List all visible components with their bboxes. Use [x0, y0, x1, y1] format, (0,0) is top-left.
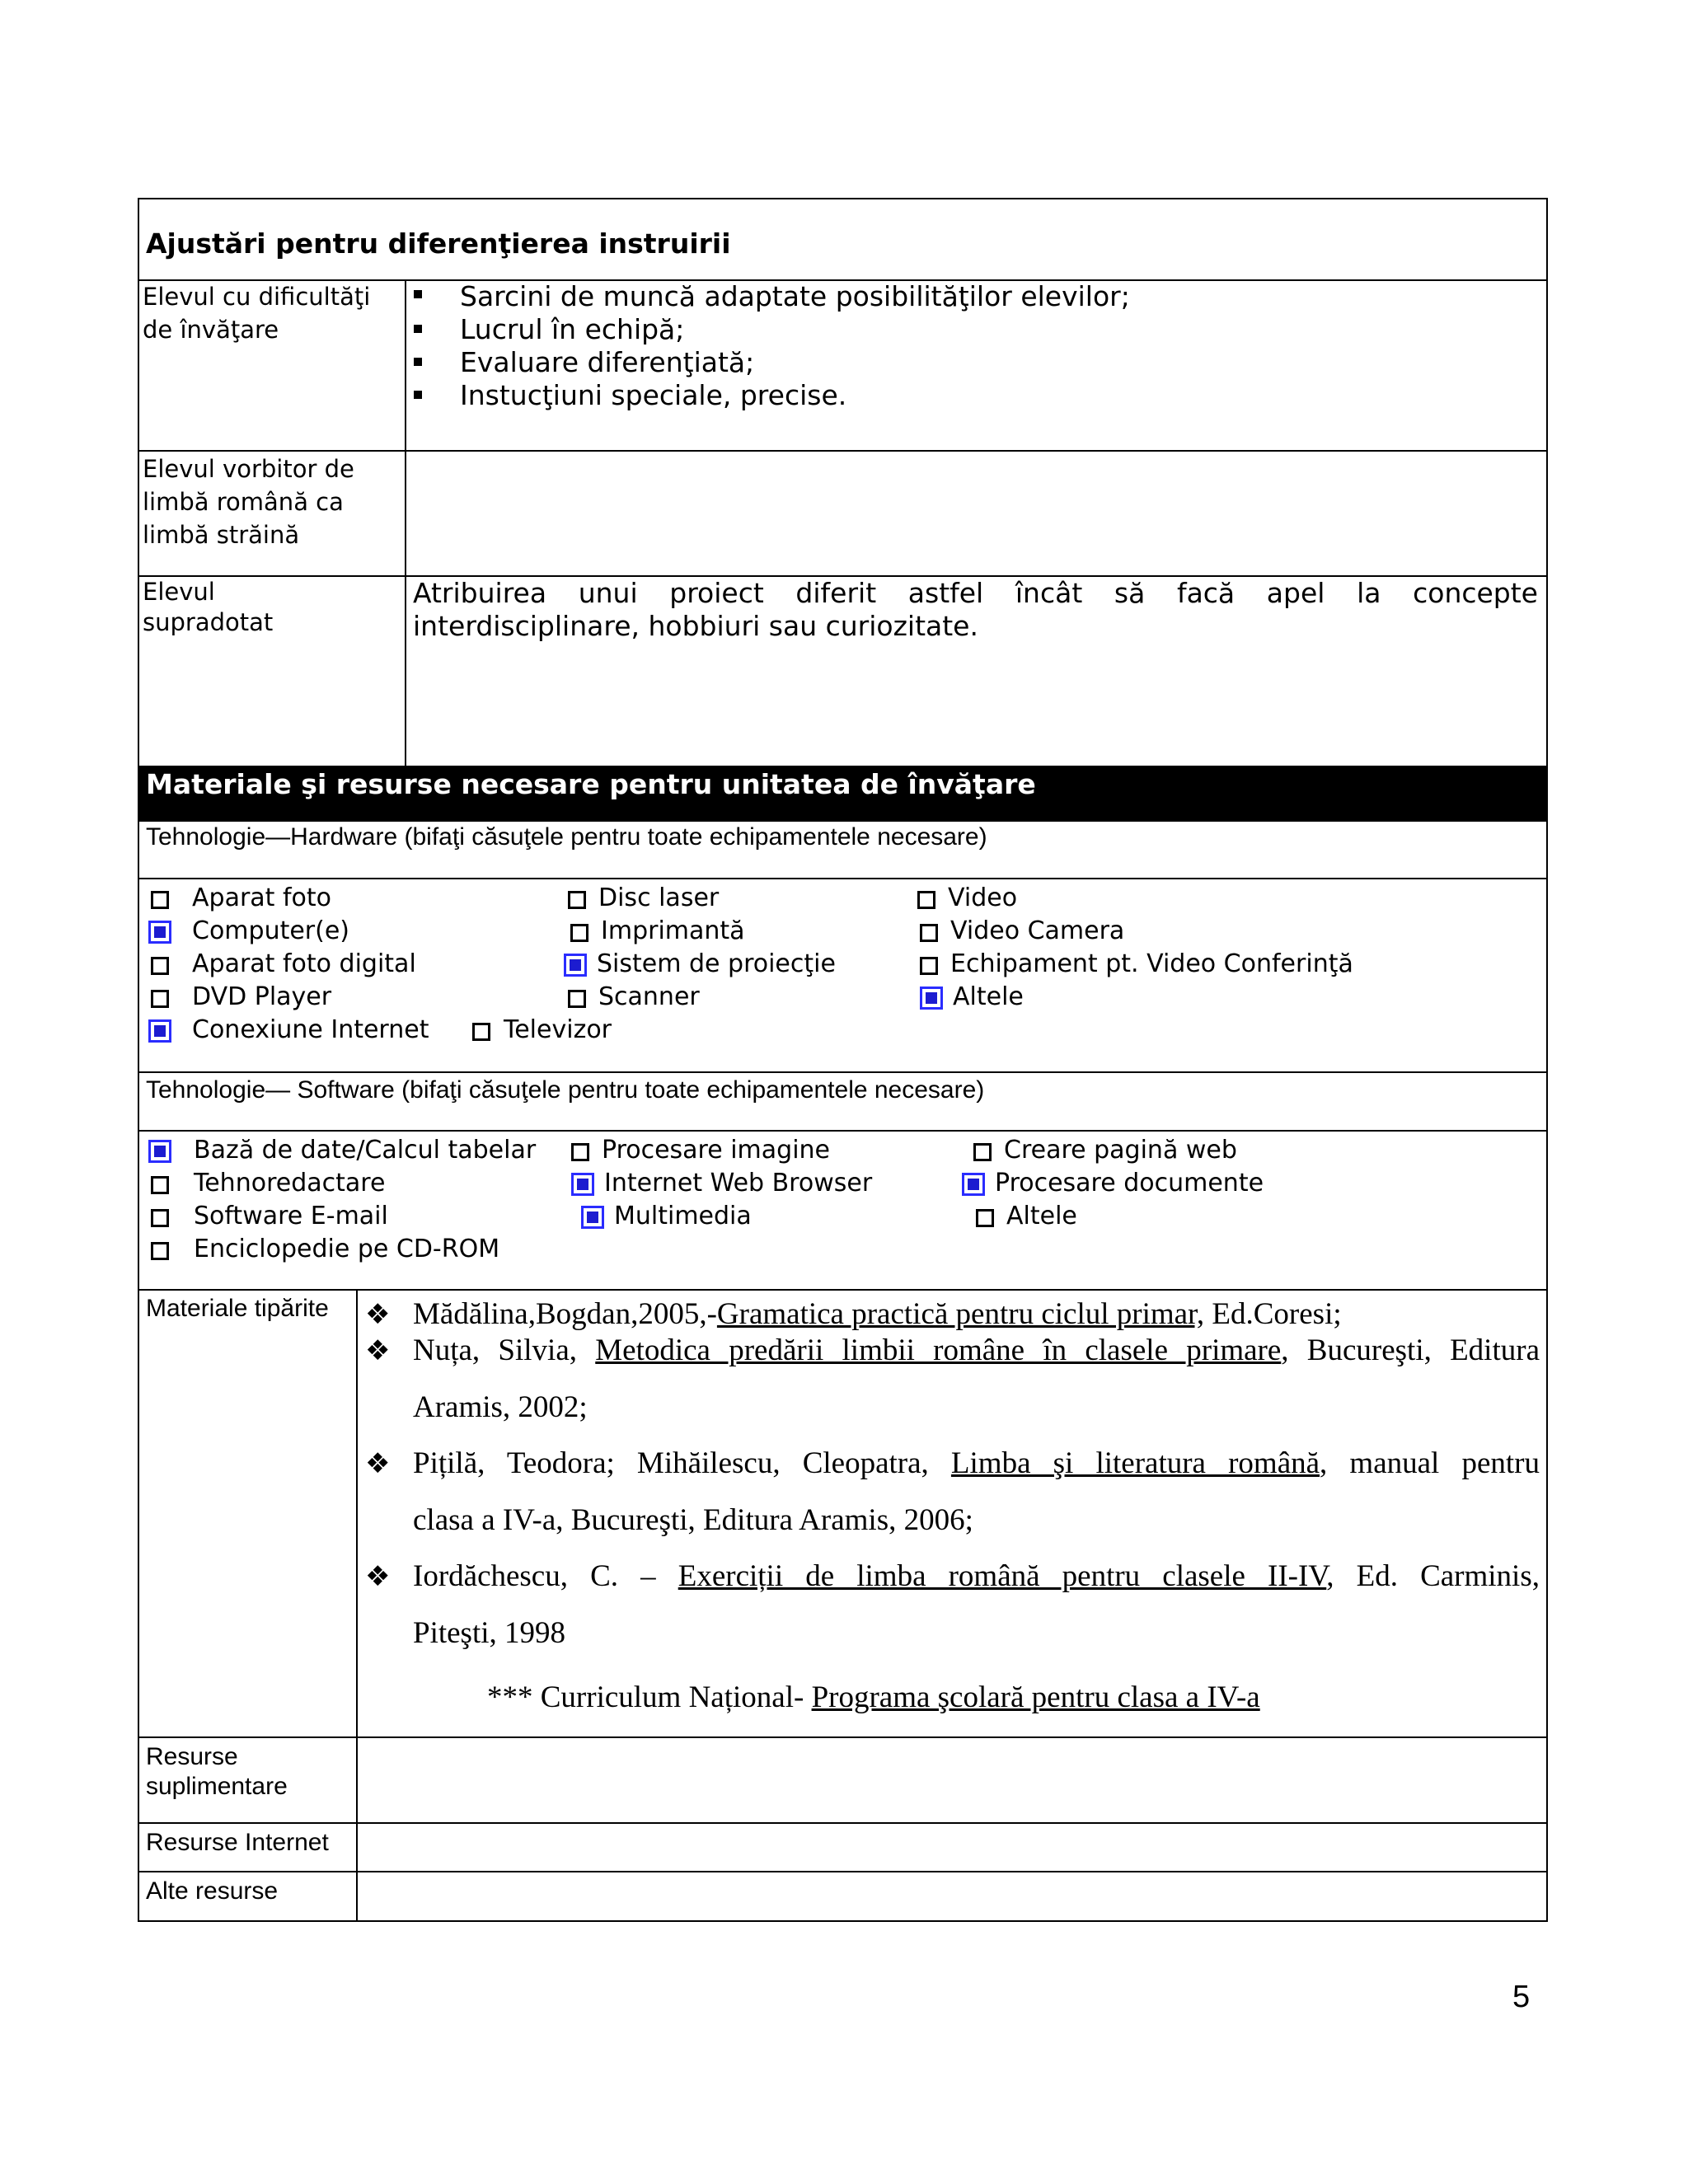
- checkbox-dvd-player[interactable]: DVD Player: [151, 982, 331, 1012]
- list-item: Evaluare diferenţiată;: [412, 346, 1130, 379]
- checkbox-baza-date[interactable]: Bază de date/Calcul tabelar: [148, 1136, 536, 1165]
- checkbox-unchecked-icon: [151, 1209, 169, 1227]
- checkbox-video-conferinta[interactable]: Echipament pt. Video Conferinţă: [920, 949, 1353, 979]
- checkbox-checked-icon: [148, 921, 171, 944]
- checkbox-video[interactable]: Video: [917, 883, 1017, 913]
- checkbox-multimedia[interactable]: Multimedia: [581, 1202, 752, 1231]
- bullet-icon: [414, 325, 422, 333]
- checkbox-procesare-imagine[interactable]: Procesare imagine: [571, 1136, 830, 1165]
- checkbox-unchecked-icon: [151, 1176, 169, 1194]
- column-divider: [356, 1289, 358, 1922]
- row-label-other-resources: Alte resurse: [146, 1877, 279, 1905]
- checkbox-altele-hardware[interactable]: Altele: [920, 982, 1024, 1012]
- checkbox-unchecked-icon: [151, 990, 169, 1008]
- checkbox-computer[interactable]: Computer(e): [148, 916, 349, 946]
- row-label-extra-resources: [146, 1742, 288, 1802]
- checkbox-procesare-documente[interactable]: Procesare documente: [962, 1169, 1264, 1198]
- checkbox-altele-software[interactable]: Altele: [976, 1202, 1077, 1231]
- column-divider: [405, 279, 406, 766]
- section-title-materials: Materiale şi resurse necesare pentru unitatea de învăţare: [146, 768, 1036, 800]
- printed-materials-label: Materiale tipărite: [146, 1295, 329, 1322]
- section-title-adjustments: Ajustări pentru diferenţierea instruirii: [146, 227, 731, 260]
- checkbox-checked-icon: [564, 954, 587, 977]
- row-divider: [138, 1130, 1548, 1132]
- checkbox-tehnoredactare[interactable]: Tehnoredactare: [151, 1169, 385, 1198]
- label-line: supradotat: [143, 608, 274, 636]
- diamond-bullet-icon: ❖: [365, 1298, 391, 1331]
- row-divider: [138, 1871, 1548, 1872]
- reference-1: Mădălina,Bogdan,2005,-Gramatica practică pentru ciclul primar, Ed.Coresi;: [413, 1297, 1342, 1331]
- label-line: Elevul vorbitor de: [143, 455, 354, 483]
- software-title: Tehnologie— Software (bifaţi căsuţele pentru toate echipamentele necesare): [146, 1076, 985, 1104]
- checkbox-enciclopedie[interactable]: Enciclopedie pe CD-ROM: [151, 1235, 499, 1264]
- diamond-bullet-icon: ❖: [365, 1334, 391, 1367]
- row-label-foreign-speaker: [143, 452, 354, 551]
- checkbox-software-email[interactable]: Software E-mail: [151, 1202, 388, 1231]
- checkbox-unchecked-icon: [917, 891, 935, 909]
- checkbox-checked-icon: [148, 1140, 171, 1163]
- row-label-gifted: [143, 577, 273, 638]
- checkbox-video-camera[interactable]: Video Camera: [920, 916, 1124, 946]
- list-item: Lucrul în echipă;: [412, 313, 1130, 346]
- checkbox-web-browser[interactable]: Internet Web Browser: [571, 1169, 872, 1198]
- checkbox-checked-icon: [920, 987, 943, 1010]
- bullet-list-difficulties: [412, 280, 1130, 412]
- label-line: Elevul cu dificultăţi: [143, 283, 371, 311]
- list-item: Sarcini de muncă adaptate posibilităţilor elevilor;: [412, 280, 1130, 313]
- label-line: de învăţare: [143, 316, 279, 344]
- hardware-title: Tehnologie—Hardware (bifaţi căsuţele pentru toate echipamentele necesare): [146, 823, 987, 851]
- reference-2-line2: Aramis, 2002;: [413, 1390, 588, 1424]
- diamond-bullet-icon: ❖: [365, 1447, 391, 1480]
- row-divider: [138, 878, 1548, 879]
- row-divider: [138, 1822, 1548, 1824]
- checkbox-sistem-proiectie[interactable]: Sistem de proiecţie: [564, 949, 836, 979]
- checkbox-unchecked-icon: [151, 891, 169, 909]
- checkbox-checked-icon: [962, 1173, 985, 1196]
- checkbox-televizor[interactable]: Televizor: [472, 1015, 612, 1045]
- reference-2: Nuța, Silvia, Metodica predării limbii române în clasele primare, Bucureşti, Editura: [413, 1333, 1540, 1367]
- gifted-text-line1: Atribuirea unui proiect diferit astfel încât să facă apel la concepte: [413, 577, 1538, 609]
- checkbox-imprimanta[interactable]: Imprimantă: [570, 916, 745, 946]
- checkbox-disc-laser[interactable]: Disc laser: [568, 883, 719, 913]
- checkbox-checked-icon: [571, 1173, 594, 1196]
- checkbox-aparat-foto[interactable]: Aparat foto: [151, 883, 331, 913]
- bullet-icon: [414, 391, 422, 399]
- list-item: Instucţiuni speciale, precise.: [412, 379, 1130, 412]
- page-number: 5: [1512, 1980, 1531, 2014]
- row-label-difficulties: [143, 280, 370, 346]
- label-line: limbă română ca: [143, 488, 344, 516]
- checkbox-unchecked-icon: [920, 924, 938, 942]
- checkbox-unchecked-icon: [571, 1143, 589, 1161]
- reference-4-line2: Piteşti, 1998: [413, 1616, 566, 1650]
- row-divider: [138, 450, 1548, 452]
- label-line: Elevul: [143, 578, 215, 606]
- reference-3-line2: clasa a IV-a, Bucureşti, Editura Aramis, 2006;: [413, 1503, 973, 1537]
- label-line: limbă străină: [143, 521, 300, 549]
- row-divider: [138, 1736, 1548, 1738]
- checkbox-unchecked-icon: [570, 924, 588, 942]
- row-divider: [138, 1289, 1548, 1291]
- checkbox-unchecked-icon: [973, 1143, 992, 1161]
- checkbox-checked-icon: [581, 1206, 604, 1229]
- checkbox-unchecked-icon: [568, 891, 586, 909]
- reference-5: *** Curriculum Național- Programa şcolară pentru clasa a IV-a: [487, 1680, 1260, 1714]
- reference-4: Iordăchescu, C. – Exerciții de limba română pentru clasele II-IV, Ed. Carminis,: [413, 1559, 1540, 1593]
- reference-3: Pițilă, Teodora; Mihăilescu, Cleopatra, Limba şi literatura română, manual pentru: [413, 1446, 1540, 1480]
- checkbox-unchecked-icon: [976, 1209, 994, 1227]
- checkbox-conexiune-internet[interactable]: Conexiune Internet: [148, 1015, 429, 1045]
- checkbox-creare-pagina-web[interactable]: Creare pagină web: [973, 1136, 1237, 1165]
- checkbox-unchecked-icon: [151, 1242, 169, 1260]
- diamond-bullet-icon: ❖: [365, 1560, 391, 1593]
- checkbox-checked-icon: [148, 1019, 171, 1043]
- label-line: suplimentare: [146, 1773, 288, 1800]
- checkbox-unchecked-icon: [568, 990, 586, 1008]
- gifted-text-line2: interdisciplinare, hobbiuri sau curiozitate.: [413, 610, 978, 642]
- row-divider: [138, 1071, 1548, 1073]
- checkbox-unchecked-icon: [151, 957, 169, 975]
- row-label-internet-resources: Resurse Internet: [146, 1829, 329, 1856]
- label-line: Resurse: [146, 1743, 238, 1770]
- checkbox-unchecked-icon: [920, 957, 938, 975]
- checkbox-unchecked-icon: [472, 1023, 490, 1041]
- bullet-icon: [414, 358, 422, 366]
- checkbox-scanner[interactable]: Scanner: [568, 982, 700, 1012]
- checkbox-aparat-foto-digital[interactable]: Aparat foto digital: [151, 949, 416, 979]
- bullet-icon: [414, 290, 422, 298]
